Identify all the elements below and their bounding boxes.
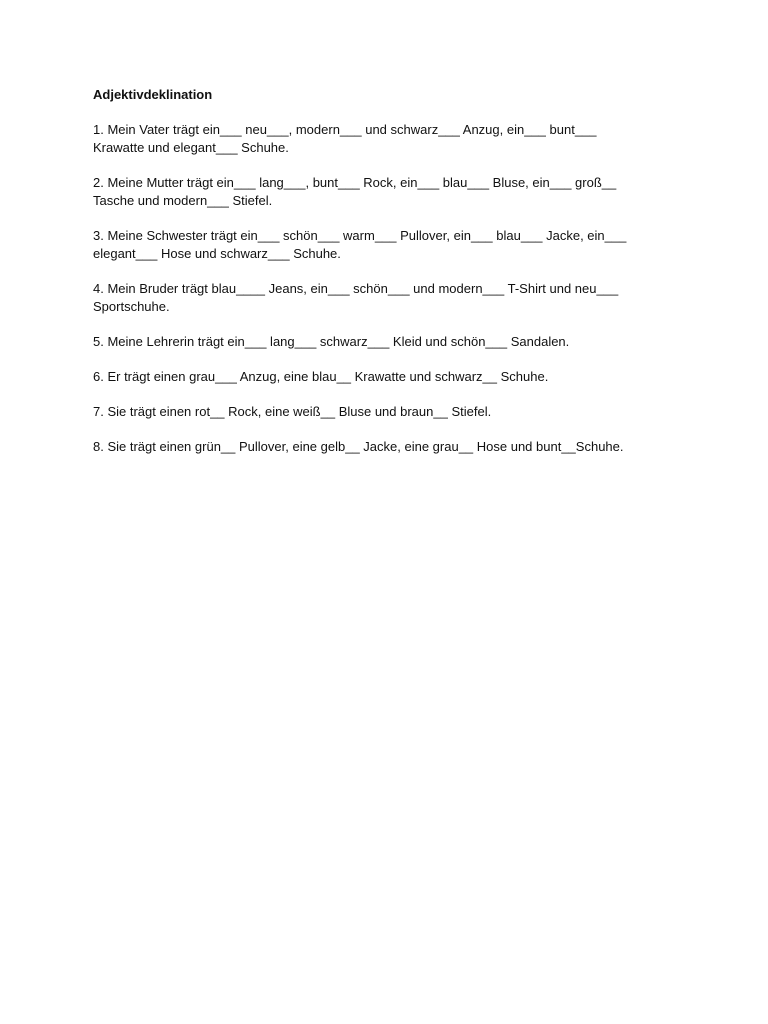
exercise-1 <box>93 121 693 157</box>
document-content <box>93 86 693 473</box>
exercise-line: 4. Mein Bruder trägt blau____ Jeans, ein___ schön___ und modern___ T-Shirt und neu___ <box>93 281 619 296</box>
exercise-7 <box>93 403 693 421</box>
exercise-8 <box>93 438 693 456</box>
exercise-line: Sportschuhe. <box>93 299 170 314</box>
exercise-line: 1. Mein Vater trägt ein___ neu___, modern___ und schwarz___ Anzug, ein___ bunt___ <box>93 122 597 137</box>
exercise-line: 7. Sie trägt einen rot__ Rock, eine weiß__ Bluse und braun__ Stiefel. <box>93 404 492 419</box>
exercise-line: elegant___ Hose und schwarz___ Schuhe. <box>93 246 341 261</box>
exercise-3 <box>93 227 693 263</box>
exercise-2 <box>93 174 693 210</box>
document-title: Adjektivdeklination <box>93 87 213 102</box>
exercise-6 <box>93 368 693 386</box>
exercise-line: 5. Meine Lehrerin trägt ein___ lang___ schwarz___ Kleid und schön___ Sandalen. <box>93 334 570 349</box>
exercise-line: Krawatte und elegant___ Schuhe. <box>93 140 289 155</box>
exercise-line: 6. Er trägt einen grau___ Anzug, eine blau__ Krawatte und schwarz__ Schuhe. <box>93 369 549 384</box>
exercise-line: Tasche und modern___ Stiefel. <box>93 193 273 208</box>
exercise-line: 3. Meine Schwester trägt ein___ schön___ warm___ Pullover, ein___ blau___ Jacke, ein___ <box>93 228 627 243</box>
exercise-line: 2. Meine Mutter trägt ein___ lang___, bunt___ Rock, ein___ blau___ Bluse, ein___ groß__ <box>93 175 617 190</box>
exercise-5 <box>93 333 693 351</box>
exercise-line: 8. Sie trägt einen grün__ Pullover, eine gelb__ Jacke, eine grau__ Hose und bunt__Schuhe. <box>93 439 624 454</box>
exercise-4 <box>93 280 693 316</box>
